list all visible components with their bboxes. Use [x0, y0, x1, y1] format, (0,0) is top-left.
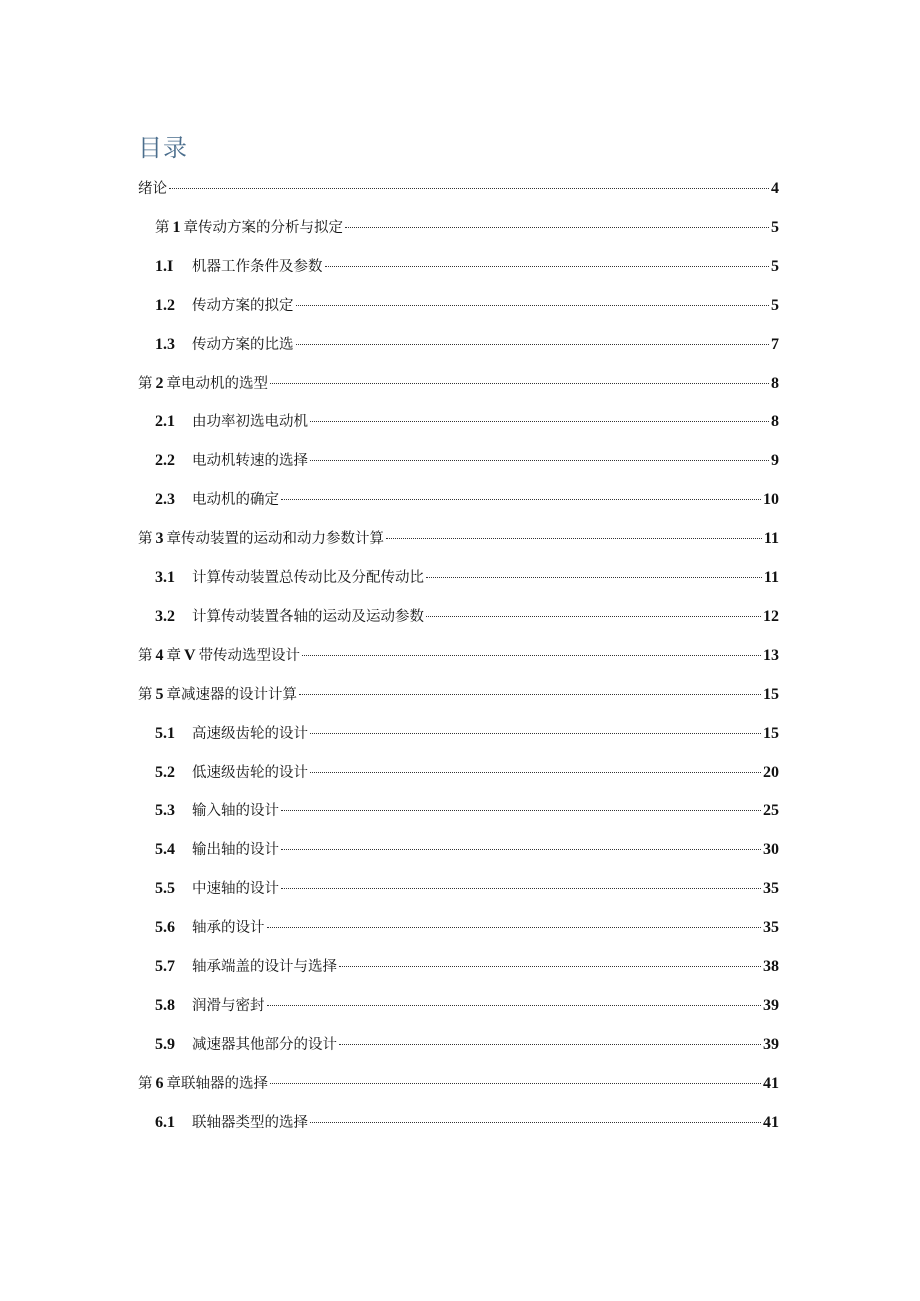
page-number: 11	[763, 569, 779, 586]
toc-entry-line	[155, 450, 779, 472]
toc-entry-line	[155, 1034, 779, 1056]
toc-entry[interactable]	[0, 178, 920, 200]
toc-entry-line	[138, 1073, 779, 1095]
dot-leader	[426, 577, 762, 578]
toc-entry[interactable]	[0, 334, 920, 356]
toc-entry[interactable]	[0, 1073, 920, 1095]
section-label: 传动方案的拟定	[192, 297, 294, 314]
toc-entry-line	[155, 878, 779, 900]
toc-entry[interactable]	[0, 839, 920, 861]
chapter-number: 6	[155, 1074, 164, 1092]
dot-leader	[281, 888, 761, 889]
dot-leader	[281, 499, 761, 500]
page-number: 9	[771, 452, 779, 470]
toc-entry[interactable]	[0, 800, 920, 822]
chapter-label-extra: V	[184, 646, 196, 664]
toc-entry-line	[138, 645, 779, 667]
toc-entry[interactable]	[0, 567, 920, 589]
toc-entry[interactable]	[0, 1034, 920, 1056]
section-label: 轴承端盖的设计与选择	[192, 959, 337, 975]
dot-leader	[310, 421, 769, 422]
toc-entry-line	[138, 528, 779, 550]
toc-entry-line	[155, 917, 779, 939]
toc-entry-line	[155, 995, 779, 1017]
chapter-label-rest: 带传动选型设计	[198, 647, 301, 664]
dot-leader	[169, 188, 769, 189]
section-number: 5.8	[155, 996, 175, 1014]
toc-entry[interactable]	[0, 956, 920, 978]
page-number: 5	[771, 218, 779, 236]
dot-leader	[296, 344, 770, 345]
dot-leader	[299, 694, 761, 695]
page-number: 10	[763, 491, 779, 509]
dot-leader	[345, 227, 769, 228]
toc-entry-label: 绪论	[138, 181, 167, 197]
page-number: 41	[763, 1074, 779, 1092]
section-number: 5.5	[155, 880, 175, 898]
page-number: 15	[763, 685, 779, 703]
toc-entry[interactable]	[0, 373, 920, 395]
page-number: 4	[771, 180, 779, 197]
dot-leader	[270, 1083, 761, 1084]
toc-entry-line	[138, 178, 779, 200]
page-number: 5	[771, 296, 779, 314]
dot-leader	[302, 655, 761, 656]
dot-leader	[426, 616, 761, 617]
page-number: 8	[771, 374, 779, 392]
dot-leader	[310, 733, 761, 734]
section-number: 5.4	[155, 841, 175, 859]
section-label: 电动机转速的选择	[192, 453, 308, 470]
page-number: 39	[763, 996, 779, 1014]
toc-entry[interactable]	[0, 295, 920, 317]
toc-entry[interactable]	[0, 411, 920, 433]
dot-leader	[339, 966, 761, 967]
section-number: 2.2	[155, 452, 175, 470]
chapter-label: 章联轴器的选择	[166, 1075, 268, 1092]
toc-entry-line	[155, 956, 779, 978]
section-number: 5.3	[155, 802, 175, 820]
toc-entry-line	[155, 800, 779, 822]
section-number: 6.1	[155, 1113, 175, 1131]
section-number: 3.2	[155, 607, 175, 625]
page-number: 15	[763, 724, 779, 742]
chapter-label: 章减速器的设计计算	[166, 686, 297, 703]
toc-entry[interactable]	[0, 528, 920, 550]
page-number: 38	[763, 958, 779, 975]
section-label: 减速器其他部分的设计	[192, 1036, 337, 1053]
dot-leader	[386, 538, 762, 539]
toc-entry-line	[155, 411, 779, 433]
chapter-prefix: 第	[138, 686, 153, 703]
toc-entry[interactable]	[0, 762, 920, 784]
toc-entry[interactable]	[0, 723, 920, 745]
chapter-label: 章传动方案的分析与拟定	[183, 219, 343, 236]
chapter-number: 1	[172, 218, 181, 236]
toc-entry-line	[138, 684, 779, 706]
section-number: 5.7	[155, 958, 175, 975]
section-number: 1.I	[155, 257, 174, 275]
section-number: 2.1	[155, 413, 175, 431]
section-label: 联轴器类型的选择	[192, 1114, 308, 1131]
page-number: 30	[763, 841, 779, 859]
toc-entry[interactable]	[0, 684, 920, 706]
chapter-prefix: 第	[138, 375, 153, 392]
section-number: 3.1	[155, 569, 175, 586]
toc-entry[interactable]	[0, 645, 920, 667]
dot-leader	[281, 810, 761, 811]
toc-entry-line	[155, 567, 779, 589]
section-number: 2.3	[155, 491, 175, 509]
dot-leader	[267, 927, 762, 928]
page-number: 41	[763, 1113, 779, 1131]
section-number: 1.3	[155, 335, 175, 353]
dot-leader	[267, 1005, 762, 1006]
toc-title: 目录	[138, 134, 188, 162]
toc-entry[interactable]	[0, 606, 920, 628]
page-number: 25	[763, 802, 779, 820]
section-number: 5.1	[155, 724, 175, 742]
section-number: 1.2	[155, 296, 175, 314]
page-number: 12	[763, 607, 779, 625]
chapter-label: 章传动装置的运动和动力参数计算	[166, 531, 384, 548]
page-number: 5	[771, 257, 779, 275]
dot-leader	[281, 849, 761, 850]
section-label: 机器工作条件及参数	[192, 258, 323, 275]
toc-entry[interactable]	[0, 489, 920, 511]
toc-entry-line	[155, 723, 779, 745]
chapter-number: 3	[155, 530, 164, 548]
toc-entry-line	[155, 217, 779, 239]
page-number: 7	[771, 335, 779, 353]
dot-leader	[339, 1044, 761, 1045]
toc-entry[interactable]	[0, 450, 920, 472]
section-label: 中速轴的设计	[192, 881, 279, 898]
page-number: 13	[763, 646, 779, 664]
page-number: 35	[763, 880, 779, 898]
toc-entry-line	[155, 489, 779, 511]
toc-entry[interactable]	[0, 878, 920, 900]
toc-entry-line	[155, 295, 779, 317]
dot-leader	[310, 460, 769, 461]
chapter-number: 5	[155, 685, 164, 703]
section-label: 输出轴的设计	[192, 842, 279, 859]
toc-entry-line	[138, 373, 779, 395]
chapter-label: 章	[166, 647, 181, 664]
chapter-label: 章电动机的选型	[166, 375, 268, 392]
dot-leader	[310, 772, 761, 773]
section-number: 5.9	[155, 1035, 175, 1053]
section-label: 传动方案的比选	[192, 336, 294, 353]
dot-leader	[296, 305, 770, 306]
toc-entry-line	[155, 1112, 779, 1134]
toc-entry[interactable]	[0, 917, 920, 939]
section-number: 5.2	[155, 763, 175, 781]
toc-entry[interactable]	[0, 1112, 920, 1134]
toc-entry-line	[155, 334, 779, 356]
toc-entry[interactable]	[0, 217, 920, 239]
chapter-number: 4	[155, 646, 164, 664]
section-number: 5.6	[155, 919, 175, 937]
section-label: 计算传动装置总传动比及分配传动比	[192, 570, 424, 586]
toc-entry-line	[155, 606, 779, 628]
section-label: 电动机的确定	[192, 492, 279, 509]
dot-leader	[310, 1122, 761, 1123]
toc-entry-line	[155, 762, 779, 784]
toc-entry-line	[155, 256, 779, 278]
toc-entry[interactable]	[0, 256, 920, 278]
section-label: 由功率初选电动机	[192, 414, 308, 431]
page-number: 8	[771, 413, 779, 431]
toc-entry-line	[155, 839, 779, 861]
section-label: 轴承的设计	[192, 920, 265, 937]
chapter-prefix: 第	[155, 219, 170, 236]
chapter-prefix: 第	[138, 531, 153, 548]
chapter-prefix: 第	[138, 1075, 153, 1092]
chapter-number: 2	[155, 374, 164, 392]
page-number: 11	[763, 530, 779, 548]
section-label: 计算传动装置各轴的运动及运动参数	[192, 608, 424, 625]
dot-leader	[325, 266, 770, 267]
section-label: 润滑与密封	[192, 997, 265, 1014]
section-label: 输入轴的设计	[192, 803, 279, 820]
section-label: 高速级齿轮的设计	[192, 725, 308, 742]
chapter-prefix: 第	[138, 647, 153, 664]
page-number: 20	[763, 763, 779, 781]
page-number: 39	[763, 1035, 779, 1053]
dot-leader	[270, 383, 769, 384]
page-number: 35	[763, 919, 779, 937]
toc-entry[interactable]	[0, 995, 920, 1017]
section-label: 低速级齿轮的设计	[192, 764, 308, 781]
